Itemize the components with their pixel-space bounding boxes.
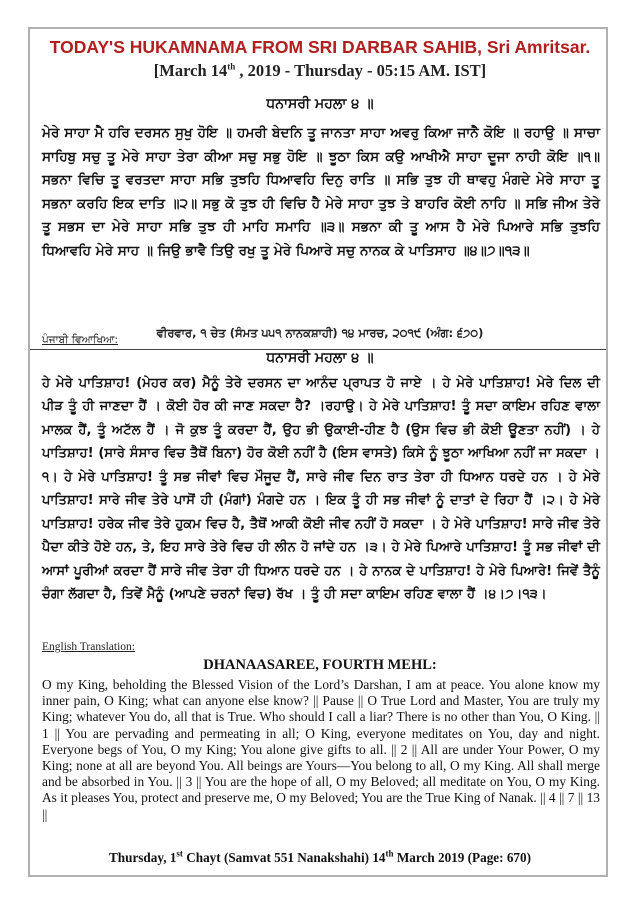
footer-date-line [0, 850, 640, 866]
vyakhya-text: ਹੇ ਮੇਰੇ ਪਾਤਿਸ਼ਾਹ! (ਮੇਹਰ ਕਰ) ਮੈਨੂੰ ਤੇਰੇ ਦਰਸਨ ਦਾ ਆਨੰਦ ਪ੍ਰਾਪਤ ਹੋ ਜਾਏ । ਹੇ ਮੇਰੇ ਪਾਤਿਸ਼ਾਹ! ਮੇਰੇ ਦਿਲ ਦੀ ਪੀੜ ਤੂੰ ਹੀ ਜਾਣਦਾ ਹੈਂ । ਕੋਈ ਹੋਰ ਕੀ ਜਾਣ ਸਕਦਾ ਹੈ? ।ਰਹਾਉ। ਹੇ ਮੇਰੇ ਪਾਤਿਸ਼ਾਹ! ਤੂੰ ਸਦਾ ਕਾਇਮ ਰਹਿਣ ਵਾਲਾ ਮਾਲਕ ਹੈਂ, ਤੂੰ ਅਟੱਲ ਹੈਂ । ਜੋ ਕੁਝ ਤੂੰ ਕਰਦਾ ਹੈਂ, ਉਹ ਭੀ ਉਕਾਈ-ਹੀਣ ਹੈ (ਉਸ ਵਿਚ ਭੀ ਕੋਈ ਊਣਤਾ ਨਹੀਂ) । ਹੇ ਪਾਤਿਸ਼ਾਹ! (ਸਾਰੇ ਸੰਸਾਰ ਵਿਚ ਤੈਥੋਂ ਬਿਨਾ) ਹੋਰ ਕੋਈ ਨਹੀਂ ਹੈ (ਇਸ ਵਾਸਤੇ) ਕਿਸੇ ਨੂੰ ਝੂਠਾ ਆਖਿਆ ਨਹੀਂ ਜਾ ਸਕਦਾ ।੧। ਹੇ ਮੇਰੇ ਪਾਤਿਸ਼ਾਹ! ਤੂੰ ਸਭ ਜੀਵਾਂ ਵਿਚ ਮੌਜੂਦ ਹੈਂ, ਸਾਰੇ ਜੀਵ ਦਿਨ ਰਾਤ ਤੇਰਾ ਹੀ ਧਿਆਨ ਧਰਦੇ ਹਨ । ਹੇ ਮੇਰੇ ਪਾਤਿਸ਼ਾਹ! ਸਾਰੇ ਜੀਵ ਤੇਰੇ ਪਾਸੋਂ ਹੀ (ਮੰਗਾਂ) ਮੰਗਦੇ ਹਨ । ਇਕ ਤੂੰ ਹੀ ਸਭ ਜੀਵਾਂ ਨੂੰ ਦਾਤਾਂ ਦੇ ਰਿਹਾ ਹੈਂ ।੨। ਹੇ ਮੇਰੇ ਪਾਤਿਸ਼ਾਹ! ਹਰੇਕ ਜੀਵ ਤੇਰੇ ਹੁਕਮ ਵਿਚ ਹੈ, ਤੈਥੋਂ ਆਕੀ ਕੋਈ ਜੀਵ ਨਹੀਂ ਹੋ ਸਕਦਾ । ਹੇ ਮੇਰੇ ਪਾਤਿਸ਼ਾਹ! ਸਾਰੇ ਜੀਵ ਤੇਰੇ ਪੈਦਾ ਕੀਤੇ ਹੋਏ ਹਨ, ਤੇ, ਇਹ ਸਾਰੇ ਤੇਰੇ ਵਿਚ ਹੀ ਲੀਨ ਹੋ ਜਾਂਦੇ ਹਨ ।੩। ਹੇ ਮੇਰੇ ਪਿਆਰੇ ਪਾਤਿਸ਼ਾਹ! ਤੂੰ ਸਭ ਜੀਵਾਂ ਦੀ ਆਸਾਂ ਪੂਰੀਆਂ ਕਰਦਾ ਹੈਂ ਸਾਰੇ ਜੀਵ ਤੇਰਾ ਹੀ ਧਿਆਨ ਧਰਦੇ ਹਨ । ਹੇ ਨਾਨਕ ਦੇ ਪਾਤਿਸ਼ਾਹ! ਹੇ ਮੇਰੇ ਪਿਆਰੇ! ਜਿਵੇਂ ਤੈਨੂੰ ਚੰਗਾ ਲੱਗਦਾ ਹੈ, ਤਿਵੇਂ ਮੈਨੂੰ (ਆਪਣੇ ਚਰਨਾਂ ਵਿਚ) ਰੱਖ । ਤੂੰ ਹੀ ਸਦਾ ਕਾਇਮ ਰਹਿਣ ਵਾਲਾ ਹੈਂ ।੪।੭।੧੩। [42, 376, 600, 603]
hukamnama-text: ਮੇਰੇ ਸਾਹਾ ਮੈ ਹਰਿ ਦਰਸਨ ਸੁਖੁ ਹੋਇ ॥ ਹਮਰੀ ਬੇਦਨਿ ਤੂ ਜਾਨਤਾ ਸਾਹਾ ਅਵਰੁ ਕਿਆ ਜਾਨੈ ਕੋਇ ॥ ਰਹਾਉ ॥ ਸਾਚਾ ਸਾਹਿਬੁ ਸਚੁ ਤੂ ਮੇਰੇ ਸਾਹਾ ਤੇਰਾ ਕੀਆ ਸਚੁ ਸਭੁ ਹੋਇ ॥ ਝੂਠਾ ਕਿਸ ਕਉ ਆਖੀਐ ਸਾਹਾ ਦੂਜਾ ਨਾਹੀ ਕੋਇ ॥੧॥ ਸਭਨਾ ਵਿਚਿ ਤੂ ਵਰਤਦਾ ਸਾਹਾ ਸਭਿ ਤੁਝਹਿ ਧਿਆਵਹਿ ਦਿਨੁ ਰਾਤਿ ॥ ਸਭਿ ਤੁਝ ਹੀ ਥਾਵਹੁ ਮੰਗਦੇ ਮੇਰੇ ਸਾਹਾ ਤੂ ਸਭਨਾ ਕਰਹਿ ਇਕ ਦਾਤਿ ॥੨॥ ਸਭੁ ਕੋ ਤੁਝ ਹੀ ਵਿਚਿ ਹੈ ਮੇਰੇ ਸਾਹਾ ਤੁਝ ਤੇ ਬਾਹਰਿ ਕੋਈ ਨਾਹਿ ॥ ਸਭਿ ਜੀਅ ਤੇਰੇ ਤੂ ਸਭਸ ਦਾ ਮੇਰੇ ਸਾਹਾ ਸਭਿ ਤੁਝ ਹੀ ਮਾਹਿ ਸਮਾਹਿ ॥੩॥ ਸਭਨਾ ਕੀ ਤੂ ਆਸ ਹੈ ਮੇਰੇ ਪਿਆਰੇ ਸਭਿ ਤੁਝਹਿ ਧਿਆਵਹਿ ਮੇਰੇ ਸਾਹ ॥ ਜਿਉ ਭਾਵੈ ਤਿਉ ਰਖੁ ਤੂ ਮੇਰੇ ਪਿਆਰੇ ਸਚੁ ਨਾਨਕ ਕੇ ਪਾਤਿਸਾਹ ॥੪॥੭॥੧੩॥ [42, 125, 600, 259]
footer-part3: March 2019 (Page: 670) [393, 850, 532, 865]
footer-part2: Chayt (Samvat 551 Nanakshahi) 14 [182, 850, 386, 865]
footer-sup2: th [385, 848, 394, 859]
header-date [0, 61, 640, 81]
english-translation-label: English Translation: [42, 641, 135, 653]
english-translation-text: O my King, beholding the Blessed Vision of the Lord’s Darshan, I am at peace. You alone know my inner pain, O King; what can anyone else know? || Pause || O True Lord and Master, You are truly my King; whatever You do, all that is True. Who should I call a liar? There is no other than You, O King. || 1 || You are pervading and permeating in all; O King, everyone meditates on You, day and night. Everyone begs of You, O my King; You alone give gifts to all. || 2 || All are under Your Power, O my King; none at all are beyond You. All beings are Yours—You belong to all, O my King. All shall merge and be absorbed in You. || 3 || You are the hope of all, O my Beloved; all meditate on You, O my King. As it pleases You, protect and preserve me, O my Beloved; You are the True King of Nanak. || 4 || 7 || 13 || [42, 677, 600, 822]
english-heading: DHANAASAREE, FOURTH MEHL: [203, 657, 437, 673]
punjabi-vyakhya-label: ਪੰਜਾਬੀ ਵਿਆਖਿਆ: [42, 334, 119, 346]
nanakshahi-date-line: ਵੀਰਵਾਰ, ੧ ਚੇਤ (ਸੰਮਤ ੫੫੧ ਨਾਨਕਸ਼ਾਹੀ) ੧੪ ਮਾਰਚ, ੨੦੧੯ (ਅੰਗ: ੬੭੦) [156, 326, 484, 340]
vyakhya-heading: ਧਨਾਸਰੀ ਮਹਲਾ ੪ ॥ [266, 350, 374, 366]
header-date-suffix: , 2019 - Thursday - 05:15 AM. IST] [235, 61, 487, 80]
header-date-sup: th [227, 61, 236, 72]
page-title: TODAY'S HUKAMNAMA FROM SRI DARBAR SAHIB, Sri Amritsar. [49, 37, 591, 57]
hukamnama-heading: ਧਨਾਸਰੀ ਮਹਲਾ ੪ ॥ [266, 96, 374, 112]
footer-sup1: st [176, 848, 183, 859]
footer-part1: Thursday, 1 [108, 850, 177, 865]
header-date-prefix: [March 14 [153, 61, 228, 80]
